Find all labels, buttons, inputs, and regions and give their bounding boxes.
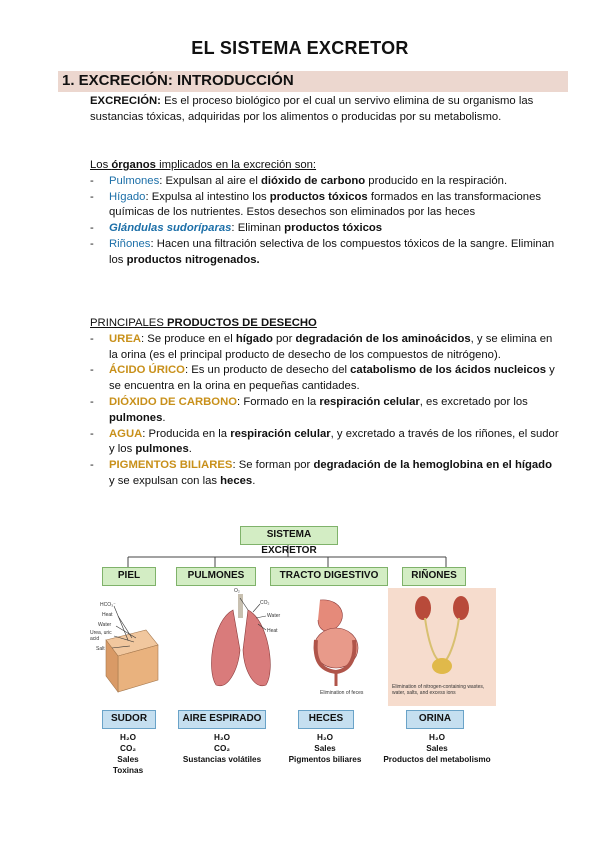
organs-section (90, 158, 560, 269)
output-box-urine: ORINA (406, 710, 464, 729)
list-item: - Pulmones: Expulsan al aire el dióxido de carbono producido en la respiración. (90, 174, 508, 187)
organs-heading: Los órganos implicados en la excreción son: (90, 159, 317, 171)
products-heading: PRINCIPALES PRODUCTOS DE DESECHO (90, 317, 317, 329)
feces-contents: H₂O Sales Pigmentos biliares (288, 733, 362, 764)
lung-label: O₂ (234, 588, 240, 594)
products-section (90, 316, 560, 490)
urine-contents: H₂O Sales Productos del metabolismo (383, 733, 491, 764)
excretory-system-diagram (88, 520, 508, 792)
skin-label: Urea, uric acid (90, 630, 112, 642)
list-item: - Riñones: Hacen una filtración selectiva de los compuestos tóxicos de la sangre. Eliminan los productos nitrogenados. (90, 237, 555, 266)
output-box-feces: HECES (298, 710, 354, 729)
digestive-illustration (314, 600, 358, 686)
air-contents: H₂O CO₂ Sustancias volátiles (182, 733, 262, 764)
sweat-contents: H₂O CO₂ Sales Toxinas (112, 733, 144, 775)
list-item: - AGUA: Producida en la respiración celular, y excretado a través de los riñones, el sudor y los pulmones. (90, 427, 559, 456)
organs-list (90, 174, 560, 269)
skin-label: HCO₃⁻ (100, 602, 116, 608)
list-item: - UREA: Se produce en el hígado por degradación de los aminoácidos, y se elimina en la orina (es el principal producto de desecho de los compuestos de nitrógeno). (90, 332, 553, 361)
lung-label: Heat (267, 628, 278, 634)
list-item: - DIÓXIDO DE CARBONO: Formado en la respiración celular, es excretado por los pulmones. (90, 395, 528, 424)
organ-box-digestive: TRACTO DIGESTIVO (270, 567, 388, 586)
list-item: - Hígado: Expulsa al intestino los productos tóxicos formados en las transformaciones químicas de los nutrientes. Estos desechos son eliminados por las heces (90, 190, 542, 219)
lungs-illustration (211, 594, 270, 686)
page-title: EL SISTEMA EXCRETOR (191, 38, 409, 58)
organ-box-kidneys: RIÑONES (402, 567, 466, 586)
skin-label: Heat (102, 612, 113, 618)
organ-box-skin: PIEL (102, 567, 156, 586)
organ-box-lungs: PULMONES (176, 567, 256, 586)
lung-label: CO₂ (260, 600, 270, 606)
section-heading: 1. EXCRECIÓN: INTRODUCCIÓN (62, 72, 294, 89)
skin-label: Salt (96, 646, 105, 652)
skin-illustration (106, 606, 158, 692)
intro-term: EXCRECIÓN: (90, 95, 161, 107)
digestive-caption: Elimination of feces (320, 690, 364, 696)
intro-text: Es el proceso biológico por el cual un servivo elimina de su organismo las sustancias tóxicas, adquiridas por los alimentos o producidas por su metabolismo. (90, 95, 534, 123)
list-item: - Glándulas sudoríparas: Eliminan productos tóxicos (90, 222, 383, 235)
intro-paragraph (90, 94, 560, 126)
kidney-caption: Elimination of nitrogen-containing wastes, water, salts, and excess ions (392, 684, 485, 696)
output-box-air: AIRE ESPIRADO (178, 710, 266, 729)
output-box-sweat: SUDOR (102, 710, 156, 729)
list-item: - ÁCIDO ÚRICO: Es un producto de desecho del catabolismo de los ácidos nucleicos y se encuentra en la orina en pequeñas cantidades. (90, 364, 555, 393)
list-item: - PIGMENTOS BILIARES: Se forman por degradación de la hemoglobina en el hígado y se expulsan con las heces. (90, 459, 552, 487)
lung-label: Water (267, 613, 281, 619)
root-box: SISTEMA EXCRETOR (240, 526, 338, 545)
products-list (90, 332, 560, 490)
skin-label: Water (98, 622, 112, 628)
